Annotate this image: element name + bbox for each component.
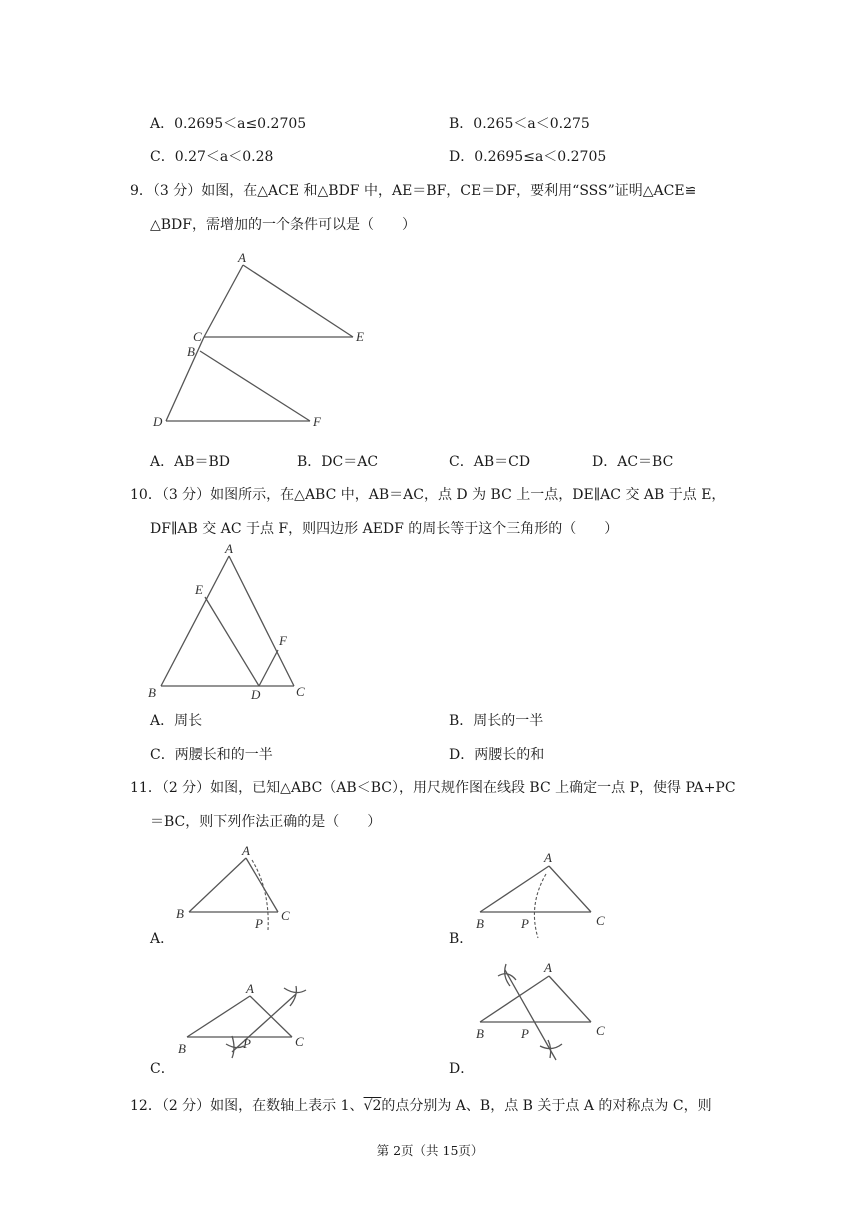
q10-label-a: A — [225, 541, 233, 556]
q10-label-d: D — [251, 687, 261, 702]
q8-option-a: A．0.2695＜a≤0.2705 — [150, 116, 307, 132]
q11-figure-b — [476, 850, 605, 938]
q11-stem-line2: ＝BC，则下列作法正确的是（ ） — [150, 814, 382, 830]
svg-text:A: A — [242, 843, 250, 858]
q9-option-d: D．AC＝BC — [592, 454, 674, 470]
q10-stem-line1: 10．（3 分）如图所示，在△ABC 中，AB＝AC，点 D 为 BC 上一点，DE∥AC 交 AB 于点 E， — [130, 487, 726, 503]
q10-label-c: C — [296, 684, 305, 699]
svg-text:P: P — [255, 916, 263, 931]
q10-label-e: E — [195, 582, 203, 597]
q9-label-b: B — [187, 344, 195, 359]
q11-figure-c — [178, 981, 306, 1058]
q11-option-b: B． — [449, 931, 474, 947]
svg-text:B: B — [476, 916, 484, 931]
q9-stem-line1: 9．（3 分）如图，在△ACE 和△BDF 中，AE＝BF，CE＝DF，要利用“SSS”证明△ACE≌ — [130, 183, 697, 199]
q10-label-b: B — [148, 685, 156, 700]
q10-option-b: B．周长的一半 — [449, 713, 544, 729]
svg-text:B: B — [178, 1041, 186, 1056]
svg-text:P: P — [521, 1026, 529, 1041]
q12-sqrt2: √2 — [363, 1098, 382, 1114]
q11-stem-line1: 11．（2 分）如图，已知△ABC（AB＜BC），用尺规作图在线段 BC 上确定一点 P，使得 PA+PC — [130, 780, 736, 796]
q10-option-a: A．周长 — [150, 713, 203, 729]
q11-option-d: D． — [449, 1061, 475, 1077]
q9-label-d: D — [153, 414, 163, 429]
q11-option-a: A． — [150, 931, 175, 947]
svg-text:P: P — [243, 1036, 251, 1051]
q9-label-a: A — [238, 250, 246, 265]
q10-option-d: D．两腰长的和 — [449, 747, 545, 763]
q9-option-c: C．AB＝CD — [449, 454, 531, 470]
svg-text:B: B — [476, 1026, 484, 1041]
q8-option-b: B．0.265＜a＜0.275 — [449, 116, 590, 132]
q12-stem-part1: 12．（2 分）如图，在数轴上表示 1、 — [130, 1098, 364, 1114]
q9-label-e: E — [356, 329, 364, 344]
svg-text:C: C — [596, 913, 605, 928]
svg-text:C: C — [596, 1023, 605, 1038]
svg-text:A: A — [544, 960, 552, 975]
q11-figure-d — [476, 960, 605, 1060]
q9-label-c: C — [193, 329, 202, 344]
q10-stem-line2: DF∥AB 交 AC 于点 F，则四边形 AEDF 的周长等于这个三角形的（ ） — [150, 521, 619, 537]
q8-option-c: C．0.27＜a＜0.28 — [150, 149, 274, 165]
q12-stem-part2: 的点分别为 A、B，点 B 关于点 A 的对称点为 C，则 — [381, 1098, 712, 1114]
svg-text:A: A — [246, 981, 254, 996]
q11-option-c: C． — [150, 1061, 175, 1077]
q12-stem-line1 — [130, 1095, 712, 1115]
q8-option-d: D．0.2695≤a＜0.2705 — [449, 149, 607, 165]
svg-text:C: C — [295, 1034, 304, 1049]
q9-label-f: F — [313, 414, 321, 429]
svg-text:P: P — [521, 916, 529, 931]
q9-option-a: A．AB＝BD — [150, 454, 231, 470]
svg-text:A: A — [544, 850, 552, 865]
svg-text:C: C — [281, 908, 290, 923]
q10-option-c: C．两腰长和的一半 — [150, 747, 273, 763]
q9-stem-line2: △BDF，需增加的一个条件可以是（ ） — [150, 217, 416, 233]
page-footer: 第 2页（共 15页） — [376, 1143, 484, 1158]
q9-option-b: B．DC＝AC — [297, 454, 379, 470]
q10-label-f: F — [279, 633, 287, 648]
q11-figure-a — [176, 843, 290, 931]
svg-text:B: B — [176, 906, 184, 921]
